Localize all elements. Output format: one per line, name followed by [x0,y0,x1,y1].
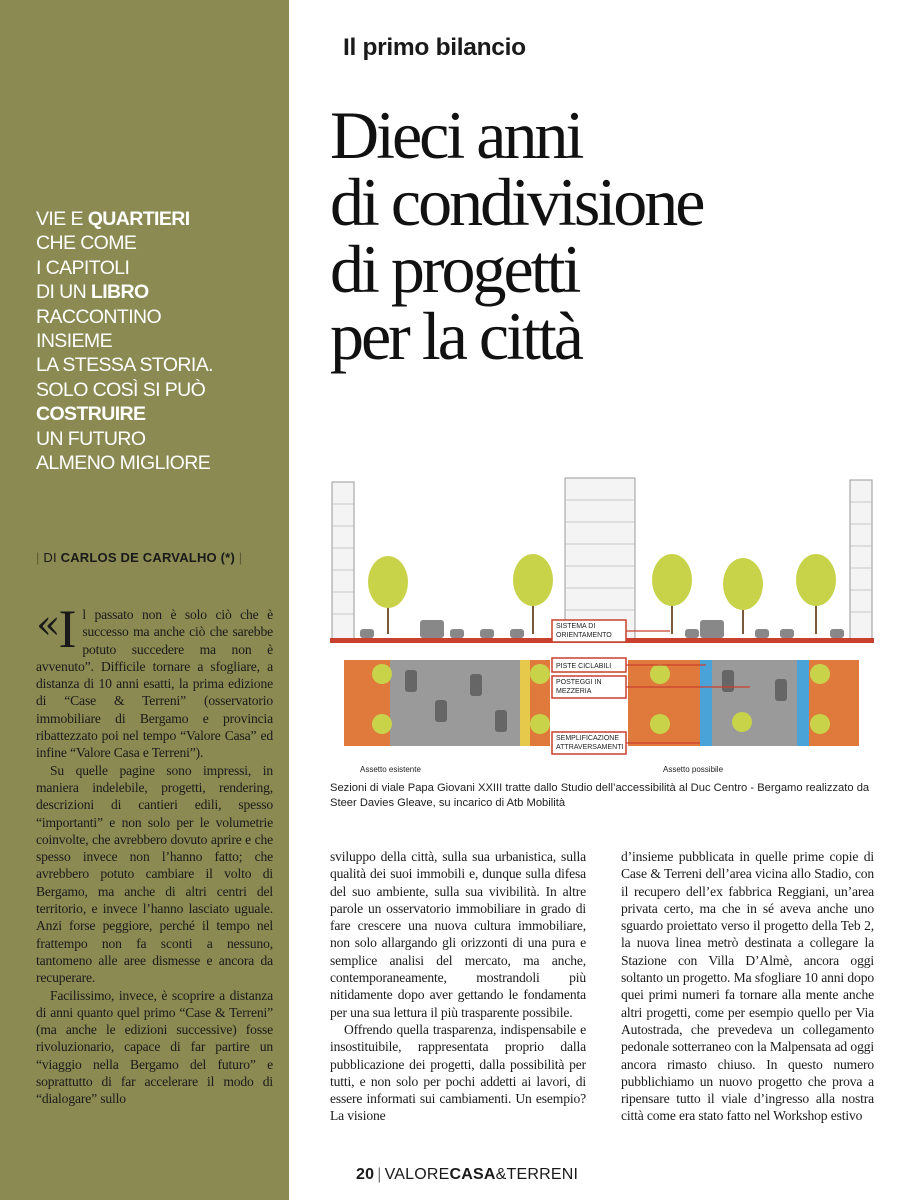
body-paragraph: Su quelle pagine sono impressi, in maniera indelebile, progetti, rendering, descrizioni di cantieri edili, spesso “importanti” e non solo per le volumetrie coinvolte, che avrebbero dovuto aprire e che spesso invece non l’hanno fatto; che avrebbero potuto cambiare il volto di Bergamo, ma anche di altri centri del territorio, e invece l’hanno lasciato uguale. Anzi forse peggiore, perché il tempo nel frattempo non fa sconti a nessuno, tantomeno alle aree dismesse e ancora da recuperare. [36,762,273,986]
svg-text:ORIENTAMENTO: ORIENTAMENTO [556,632,612,639]
pull-quote-text: CHE COME [36,232,137,255]
body-paragraph [36,599,273,762]
body-column-2 [330,848,586,1125]
pull-quote-text: SOLO COSÌ SI PUÒ [36,378,206,401]
pull-quote-text: UN FUTURO [36,427,146,450]
pull-quote-line [36,280,281,304]
svg-text:POSTEGGI IN: POSTEGGI IN [556,679,602,686]
drop-quote: « [36,602,57,648]
body-column-3 [621,848,874,1125]
pull-quote-text: LA STESSA STORIA. [36,354,213,377]
pull-quote-text: I CAPITOLI [36,256,130,279]
pull-quote-line [36,451,281,475]
byline-author: CARLOS DE CARVALHO (*) [60,550,235,565]
street-section-figure [330,474,874,774]
svg-text:PISTE CICLABILI: PISTE CICLABILI [556,663,612,670]
brand-part: TERRENI [506,1166,579,1183]
drop-cap: I [58,599,77,659]
pull-quote-text: ALMENO MIGLIORE [36,452,211,475]
section-kicker: Il primo bilancio [343,34,526,61]
sidebar-panel [0,0,289,1200]
pull-quote-line [36,207,281,231]
brand-part: VALORE [384,1166,450,1183]
right-plan-caption: Assetto possibile [663,765,724,774]
callout-labels [552,620,626,754]
headline-line: per la città [330,298,581,374]
headline-line: di condivisione [330,164,703,240]
page-number: 20 [356,1166,375,1183]
pull-quote-line [36,329,281,353]
brand-part: CASA [449,1166,496,1183]
headline [330,97,890,374]
pull-quote-line [36,353,281,377]
svg-text:SEMPLIFICAZIONE: SEMPLIFICAZIONE [556,735,620,742]
body-paragraph: d’insieme pubblicata in quelle prime copie di Case & Terreni dell’area vicina allo Stadio, con il recupero dell’ex fabbrica Reggiani, un’area privata certo, ma che in sé aveva anche uno sguardo proiettato verso il progetto della Teb 2, la nuova linea metrò destinata a collegare la Stazione con Villa D’Almè, ancora oggi soltanto un progetto. Ma sfogliare 10 anni dopo quei primi numeri fa tornare alla mente anche altri progetti, come per esempio quello per Via Autostrada, che prevedeva un collegamento pedonale sotterraneo con la Malpensata ad oggi ancora rimasto chiuso. In questo numero pubblichiamo un nuovo progetto che prova a ripensare tutto il viale d’ingresso alla nostra città come era stato fatto nel Workshop estivo [621,849,874,1124]
left-plan-caption: Assetto esistente [360,765,421,774]
headline-line: Dieci anni [330,97,582,173]
pull-quote-highlight: COSTRUIRE [36,403,146,426]
pull-quote-line [36,256,281,280]
magazine-brand [385,1166,579,1183]
buildings-elevation [332,478,872,642]
paragraph-text: l passato non è solo ciò che è successo ma anche ciò che sarebbe potuto succedere ma non è avvenuto”. Difficile tornare a sfogliare, a distanza di 10 anni esatti, la prima edizione di “Case & Terreni” (osservatorio immobiliare di Bergamo e provincia ribattezzato poi nel tempo “Valore Casa” ed infine “Valore Casa e Terreni”). [36,607,273,761]
svg-text:ATTRAVERSAMENTI: ATTRAVERSAMENTI [556,744,624,751]
headline-line: di progetti [330,231,579,307]
body-paragraph: sviluppo della città, sulla sua urbanistica, sulla qualità dei suoi immobili e, dunque sulla difesa del suo ambiente, sulla sua vivibilità. In altre parole un osservatorio immobiliare in grado di fare crescere una nuova cultura immobiliare, non solo allargando gli orizzonti di una pura e semplice analisi del mercato, ma anche, contemporaneamente, mostrandoli più nitidamente dopo aver gettando le fondamenta per una sua lettura il più trasparente possibile. [330,849,586,1020]
pull-quote-line [36,427,281,451]
byline [36,550,242,565]
pull-quote-text: VIE E [36,208,88,230]
pull-quote-line [36,305,281,329]
pull-quote-line [36,231,281,255]
byline-bar: | [36,550,44,565]
pull-quote-highlight: QUARTIERI [87,208,190,230]
svg-text:SISTEMA DI: SISTEMA DI [556,623,596,630]
byline-bar-end: | [234,550,243,565]
pull-quote-line [36,378,281,402]
pull-quote-text: INSIEME [36,330,112,353]
plan-possible [628,660,859,746]
pull-quote [36,207,281,475]
body-column-1 [36,599,273,1108]
street-section-illustration [330,474,874,774]
byline-prefix: DI [43,550,57,565]
footer-separator: | [377,1166,382,1183]
figure-caption: Sezioni di viale Papa Giovani XXIII tratte dallo Studio dell’accessibilità al Duc Centro - Bergamo realizzato da Steer Davies Gleave, su incarico di Atb Mobilità [330,782,870,809]
brand-part: & [495,1166,507,1183]
pull-quote-text: RACCONTINO [36,305,162,328]
body-paragraph: Facilissimo, invece, è scoprire a distanza di anni quanto quel primo “Case & Terreni” (ma anche le edizioni successive) fosse rivoluzionario, capace di far partire un “viaggio nella Bergamo del futuro” e soprattutto di far accelerare il modo di “dialogare” sullo [36,987,273,1107]
pull-quote-highlight: LIBRO [90,281,149,304]
pull-quote-text: DI UN [36,281,91,304]
svg-text:MEZZERIA: MEZZERIA [556,688,592,695]
pull-quote-line [36,402,281,426]
page-footer [356,1166,578,1184]
body-paragraph: Offrendo quella trasparenza, indispensabile e insostituibile, rappresentata proprio dalla pubblicazione dei progetti, dalla possibilità per tutti, e non solo per pochi addetti ai lavori, di essere informati sui cambiamenti. Un esempio? La visione [330,1021,586,1124]
